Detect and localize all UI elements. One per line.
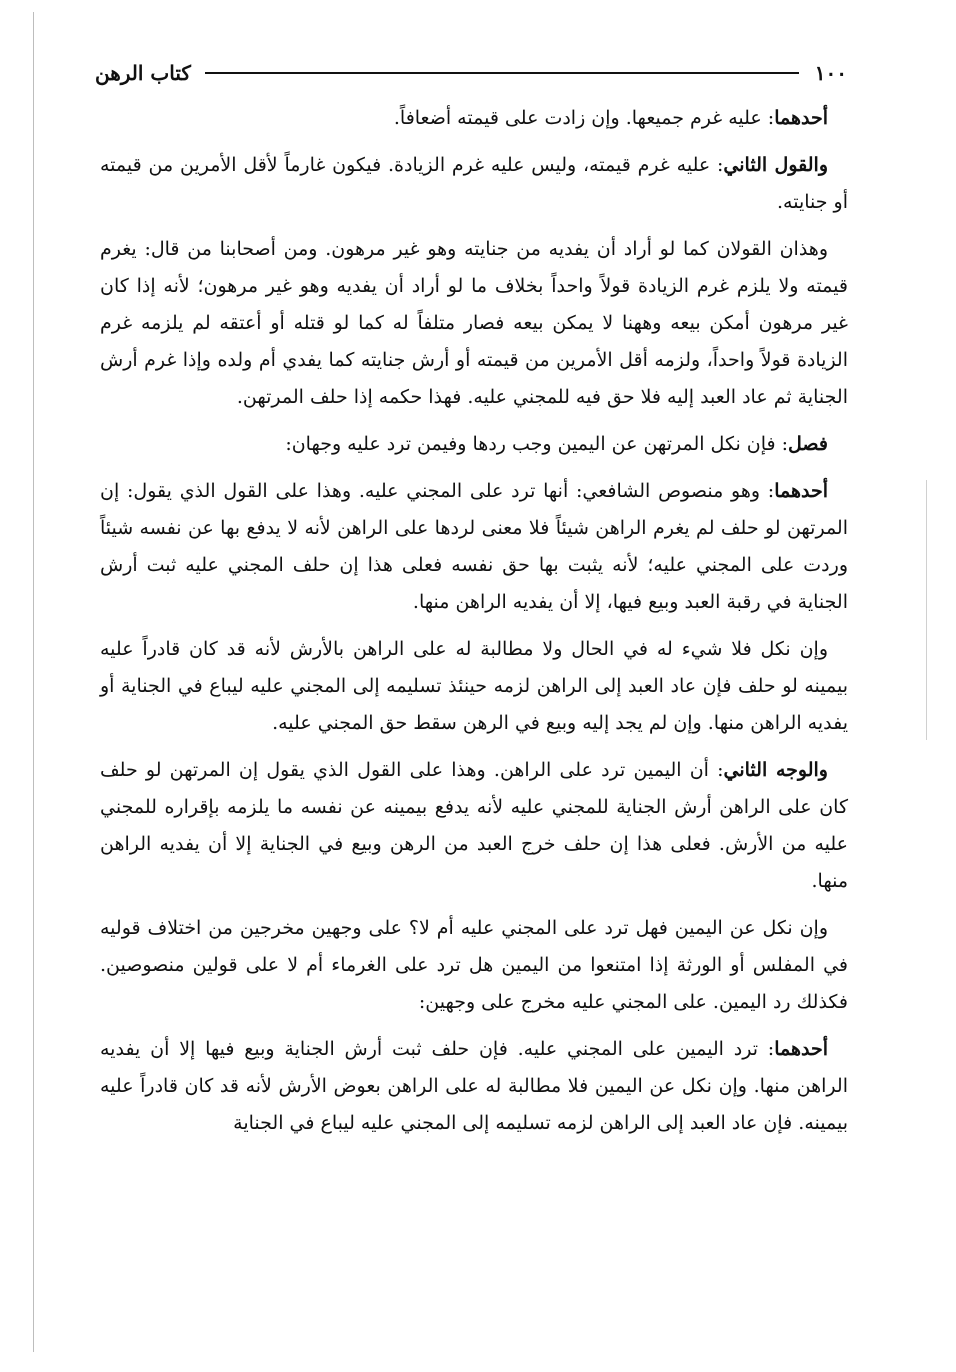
paragraph <box>100 1031 848 1142</box>
page-edge-line <box>926 480 927 740</box>
page-edge-line <box>33 12 34 1352</box>
paragraph-text: وهذان القولان كما لو أراد أن يفديه من جنايته وهو غير مرهون. ومن أصحابنا من قال: يغرم قيمته ولا يلزم غرم الزيادة قولاً واحداً بخلاف ما لو أراد أن يفديه وهو غير مرهون؛ لأنه إذا كان غير مرهون أمكن بيعه وههنا لا يمكن بيعه فصار متلفاً له كما لو قتله أو أعتقه لم يلزمه غرم الزيادة قولاً واحداً، ولزمه أقل الأمرين من قيمته أو أرش جنايته كما يفدي أم ولده وإذا غرم أرش الجناية ثم عاد العبد إليه فلا حق فيه للمجني عليه. فهذا حكمه إذا حلف المرتهن. <box>100 238 848 408</box>
header-rule <box>205 72 799 74</box>
running-header <box>95 58 847 88</box>
paragraph-text: : عليه غرم قيمته، وليس عليه غرم الزيادة. فيكون غارماً لأقل الأمرين من قيمته أو جنايته. <box>100 154 848 213</box>
paragraph <box>100 231 848 416</box>
paragraph <box>100 473 848 621</box>
paragraph <box>100 426 848 463</box>
page-body <box>100 100 848 1152</box>
paragraph-text: : وهو منصوص الشافعي: أنها ترد على المجني عليه. وهذا على القول الذي يقول: إن المرتهن لو حلف لم يغرم الراهن شيئاً فلا معنى لردها على الراهن لأنه لا يدفع بها عن نفسه شيئاً وردت على المجني عليه؛ لأنه يثبت بها حق نفسه فعلى هذا إن حلف المجني عليه ثبت أرش الجناية في رقبة العبد وبيع فيها، إلا أن يفديه الراهن منها. <box>100 480 848 613</box>
paragraph-text: : ترد اليمين على المجني عليه. فإن حلف ثبت أرش الجناية وبيع فيها إلا أن يفديه الراهن منها. وإن نكل عن اليمين فلا مطالبة له على الراهن بعوض الأرش لأنه قد كان قادراً عليه بيمينه. فإن عاد العبد إلى الراهن لزمه تسليمه إلى المجني عليه ليباع في الجناية <box>100 1038 848 1134</box>
paragraph-text: : أن اليمين ترد على الراهن. وهذا على القول الذي يقول إن المرتهن لو حلف كان على الراهن أرش الجناية للمجني عليه لأنه يدفع بيمينه عن نفسه ما يلزمه بإقراره للمجني عليه من الأرش. فعلى هذا إن حلف خرج العبد من الرهن وبيع في الجناية إلا أن يفديه الراهن منها. <box>100 759 848 892</box>
paragraph-lead: أحدهما <box>774 480 828 502</box>
paragraph <box>100 100 848 137</box>
paragraph-lead: والقول الثاني <box>723 154 828 176</box>
paragraph <box>100 147 848 221</box>
paragraph-text: : فإن نكل المرتهن عن اليمين وجب ردها وفيمن ترد عليه وجهان: <box>285 433 789 455</box>
paragraph-lead: أحدهما <box>774 1038 828 1060</box>
paragraph-lead: أحدهما <box>774 107 828 129</box>
paragraph <box>100 910 848 1021</box>
paragraph-lead: والوجه الثاني <box>723 759 828 781</box>
paragraph-text: : عليه غرم جميعها. وإن زادت على قيمته أضعافاً. <box>393 107 775 129</box>
paragraph-text: وإن نكل فلا شيء له في الحال ولا مطالبة له على الراهن بالأرش لأنه قد كان قادراً عليه بيمينه لو حلف فإن عاد العبد إلى الراهن لزمه حينئذ تسليمه إلى المجني عليه ليباع في الجناية أو يفديه الراهن منها. وإن لم يجد إليه وبيع في الرهن سقط حق المجني عليه. <box>100 638 848 734</box>
paragraph <box>100 752 848 900</box>
paragraph-lead: فصل <box>788 433 828 455</box>
paragraph-text: وإن نكل عن اليمين فهل ترد على المجني عليه أم لا؟ على وجهين مخرجين من اختلاف قوليه في المفلس أو الورثة إذا امتنعوا من اليمين هل ترد على الغرماء أم لا على قولين منصوصين. فكذلك رد اليمين. على المجني عليه مخرج على وجهين: <box>100 917 848 1013</box>
page-number: ١٠٠ <box>814 61 847 85</box>
paragraph <box>100 631 848 742</box>
book-title: كتاب الرهن <box>95 61 191 85</box>
